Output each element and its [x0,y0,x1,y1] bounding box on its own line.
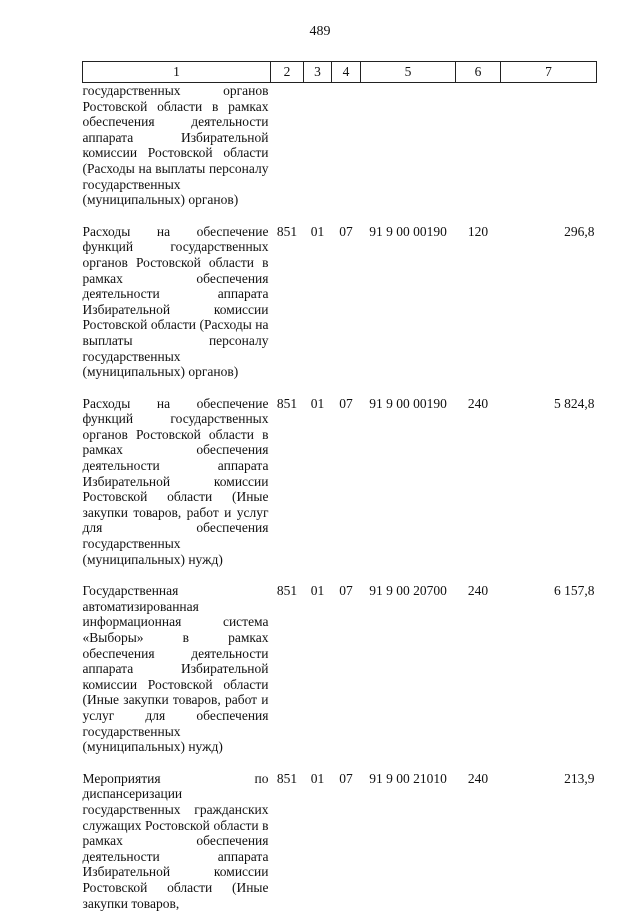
column-header: 2 [271,62,304,83]
row-code: 851 [276,395,298,411]
row-amount: 6 157,8 [554,583,595,599]
table-row [83,577,597,765]
row-target [361,83,456,218]
page-number: 489 [309,24,331,39]
row-target: 91 9 00 20700 [369,583,447,599]
row-amount: 5 824,8 [554,395,595,411]
column-header: 5 [361,62,456,83]
table-row [83,83,597,218]
row-amount: 213,9 [564,770,595,786]
table-row [83,218,597,390]
row-target: 91 9 00 00190 [369,223,447,239]
row-type [456,83,501,218]
row-type: 120 [467,223,489,239]
column-header: 3 [304,62,332,83]
row-description: Расходы на обеспечение функций государственных органов Ростовской области в рамках обеспечения деятельности аппарата Избирательной комиссии Ростовской области (Иные закупки товаров, работ и услуг для обеспечения государственных (муниципальных) нужд) [82,395,269,567]
row-code: 851 [276,770,298,786]
row-description: Государственная автоматизированная информационная система «Выборы» в рамках обеспечения деятельности аппарата Избирательной комиссии Ростовской области (Иные закупки товаров, работ и услуг для обеспечения государственных (муниципальных) нужд) [82,583,269,755]
row-code [271,83,304,218]
row-subsection [332,83,361,218]
budget-table [82,61,597,911]
table-row [83,765,597,911]
column-header: 4 [332,62,361,83]
row-section: 01 [310,583,325,599]
row-subsection: 07 [339,583,353,599]
column-header: 7 [501,62,597,83]
column-header: 6 [456,62,501,83]
row-description: Мероприятия по диспансеризации государственных гражданских служащих Ростовской области в рамках обеспечения деятельности аппарата Избирательной комиссии Ростовской области (Иные закупки товаров, [82,770,269,911]
row-amount [501,83,597,218]
row-description: государственных органов Ростовской области в рамках обеспечения деятельности аппарата Избирательной комиссии Ростовской области (Расходы на выплаты персоналу государственных (муниципальных) органов) [82,83,269,208]
table-row [83,390,597,578]
row-description: Расходы на обеспечение функций государственных органов Ростовской области в рамках обеспечения деятельности аппарата Избирательной комиссии Ростовской области (Расходы на выплаты персоналу государственных (муниципальных) органов) [82,223,269,380]
row-type: 240 [467,770,489,786]
table-header-row [83,62,597,83]
row-type: 240 [467,583,489,599]
row-subsection: 07 [339,770,353,786]
row-section: 01 [310,223,325,239]
row-subsection: 07 [339,395,353,411]
row-target: 91 9 00 00190 [369,395,447,411]
row-amount: 296,8 [564,223,595,239]
row-code: 851 [276,583,298,599]
row-code: 851 [276,223,298,239]
row-section [304,83,332,218]
row-section: 01 [310,395,325,411]
column-header: 1 [83,62,271,83]
row-section: 01 [310,770,325,786]
row-type: 240 [467,395,489,411]
row-target: 91 9 00 21010 [369,770,447,786]
row-subsection: 07 [339,223,353,239]
